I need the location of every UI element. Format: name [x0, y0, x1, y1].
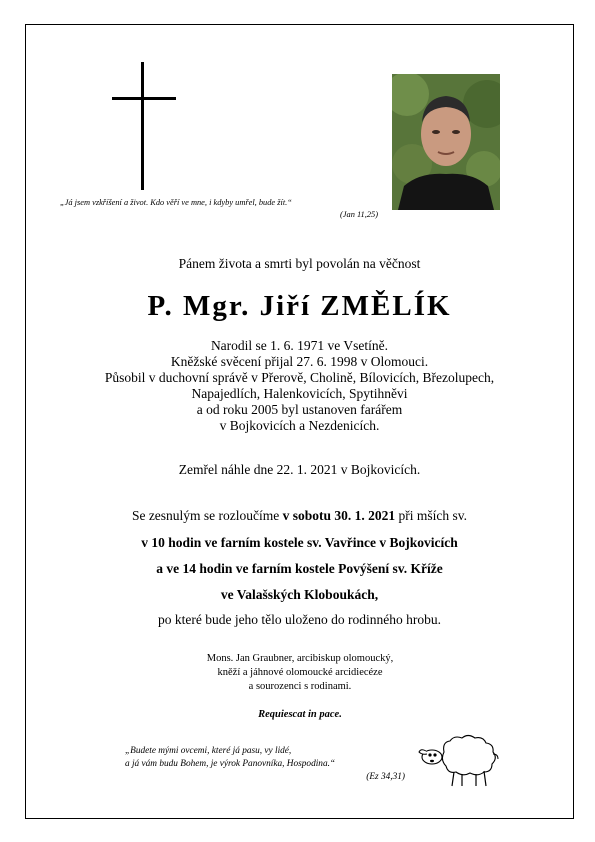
intro-text: Pánem života a smrti byl povolán na věčnost — [178, 256, 421, 271]
bottom-quote — [125, 745, 415, 784]
funeral-mass-1: v 10 hodin ve farním kostele sv. Vavřince v Bojkovicích — [141, 535, 458, 550]
portrait-photo — [392, 74, 500, 210]
funeral-date: v sobotu 30. 1. 2021 — [282, 508, 396, 523]
sheep-icon — [418, 732, 500, 788]
top-quote-reference: (Jan 11,25) — [340, 210, 378, 219]
burial-note: po které bude jeho tělo uloženo do rodinného hrobu. — [157, 612, 442, 627]
mourner-line: kněží a jáhnové olomoucké arcidiecéze — [217, 667, 383, 678]
funeral-line-pre: Se zesnulým se rozloučíme — [131, 508, 283, 523]
deceased-name: P. Mgr. Jiří ZMĚLÍK — [147, 290, 452, 322]
mourner-line: a sourozenci s rodinami. — [248, 681, 352, 692]
bio-line: a od roku 2005 byl ustanoven farářem — [196, 402, 403, 417]
bio-line: Působil v duchovní správě v Přerově, Cholině, Bílovicích, Březolupech, — [104, 370, 495, 385]
bottom-quote-line: „Budete mými ovcemi, které já pasu, vy lidé, — [125, 746, 292, 756]
top-quote-text: „Já jsem vzkříšení a život. Kdo věří ve mne, i kdyby umřel, bude žít.“ — [60, 198, 292, 207]
bottom-quote-line: a já vám budu Bohem, je výrok Panovníka, Hospodina.“ — [125, 759, 336, 769]
requiescat: Requiescat in pace. — [258, 709, 342, 720]
top-quote — [60, 197, 380, 221]
bio-line: Napajedlích, Halenkovicích, Spytihněvi — [191, 386, 408, 401]
funeral-line-post: při mších sv. — [395, 508, 468, 523]
bottom-quote-reference: (Ez 34,31) — [366, 772, 405, 782]
funeral-date-line — [25, 508, 574, 524]
mourners — [60, 652, 540, 694]
bio-line: Kněžské svěcení přijal 27. 6. 1998 v Olomouci. — [170, 354, 429, 369]
biography — [25, 338, 574, 434]
funeral-location: ve Valašských Kloboukách, — [220, 587, 379, 602]
funeral-mass-2: a ve 14 hodin ve farním kostele Povýšení sv. Kříže — [156, 561, 443, 576]
death-notice: Zemřel náhle dne 22. 1. 2021 v Bojkovicích. — [178, 462, 421, 477]
bio-line: v Bojkovicích a Nezdenicích. — [219, 418, 380, 433]
bio-line: Narodil se 1. 6. 1971 ve Vsetíně. — [210, 338, 389, 353]
mourner-line: Mons. Jan Graubner, arcibiskup olomoucký, — [206, 653, 394, 664]
cross-icon — [112, 62, 176, 190]
